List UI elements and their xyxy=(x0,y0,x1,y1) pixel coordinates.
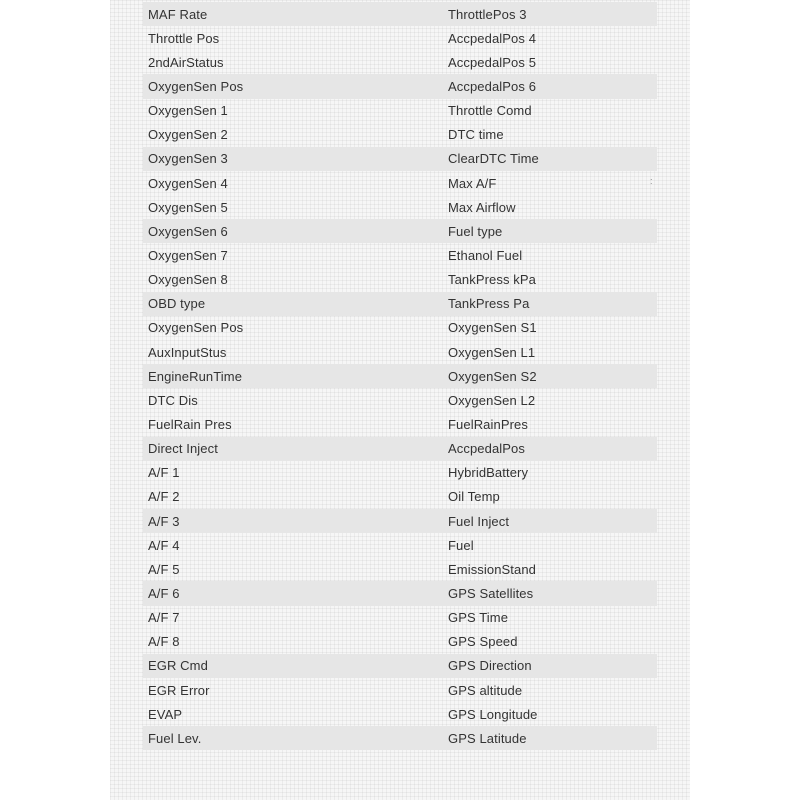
table-row xyxy=(143,364,657,388)
table-row xyxy=(143,412,657,436)
parameter-left-cell: OxygenSen Pos xyxy=(148,78,244,94)
parameter-left-cell: EGR Cmd xyxy=(148,658,208,674)
parameter-right-cell: OxygenSen L2 xyxy=(448,392,536,408)
table-row xyxy=(143,437,657,461)
parameter-right-cell: GPS Speed xyxy=(448,634,518,650)
parameter-right-cell: OxygenSen S2 xyxy=(448,368,537,384)
parameter-right-cell: Fuel type xyxy=(448,223,503,239)
parameter-left-cell: OxygenSen 7 xyxy=(148,247,228,263)
table-row xyxy=(143,26,657,50)
table-row xyxy=(143,195,657,219)
parameter-left-cell: EVAP xyxy=(148,706,183,722)
table-row xyxy=(143,243,657,267)
parameter-right-cell: Max A/F xyxy=(448,175,497,191)
table-row xyxy=(143,630,657,654)
parameter-table xyxy=(143,2,657,750)
parameter-left-cell: EGR Error xyxy=(148,682,210,698)
parameter-left-cell: OxygenSen 2 xyxy=(148,127,228,143)
stray-mark: : xyxy=(650,176,653,186)
parameter-left-cell: A/F 3 xyxy=(148,513,180,529)
parameter-left-cell: OxygenSen 1 xyxy=(148,103,228,119)
table-row xyxy=(143,461,657,485)
parameter-right-cell: FuelRainPres xyxy=(448,416,528,432)
table-row xyxy=(143,219,657,243)
parameter-left-cell: OxygenSen Pos xyxy=(148,320,244,336)
parameter-left-cell: 2ndAirStatus xyxy=(148,54,224,70)
table-row xyxy=(143,340,657,364)
parameter-left-cell: OxygenSen 5 xyxy=(148,199,228,215)
parameter-left-cell: OxygenSen 3 xyxy=(148,151,228,167)
parameter-left-cell: A/F 4 xyxy=(148,537,180,553)
table-row xyxy=(143,678,657,702)
parameter-right-cell: GPS altitude xyxy=(448,682,523,698)
parameter-left-cell: FuelRain Pres xyxy=(148,416,232,432)
parameter-left-cell: Throttle Pos xyxy=(148,30,220,46)
parameter-right-cell: AccpedalPos 6 xyxy=(448,78,537,94)
parameter-right-cell: AccpedalPos 4 xyxy=(448,30,537,46)
parameter-right-cell: GPS Direction xyxy=(448,658,532,674)
parameter-left-cell: Fuel Lev. xyxy=(148,730,202,746)
parameter-right-cell: ClearDTC Time xyxy=(448,151,539,167)
parameter-right-cell: Ethanol Fuel xyxy=(448,247,523,263)
table-row xyxy=(143,581,657,605)
parameter-right-cell: ThrottlePos 3 xyxy=(448,6,527,22)
table-row xyxy=(143,171,657,195)
parameter-right-cell: AccpedalPos xyxy=(448,441,525,457)
table-row xyxy=(143,702,657,726)
table-row xyxy=(143,123,657,147)
parameter-left-cell: OxygenSen 6 xyxy=(148,223,228,239)
parameter-left-cell: A/F 6 xyxy=(148,585,180,601)
table-row xyxy=(143,99,657,123)
table-row xyxy=(143,74,657,98)
parameter-right-cell: Throttle Comd xyxy=(448,103,532,119)
parameter-right-cell: Fuel xyxy=(448,537,474,553)
table-row xyxy=(143,268,657,292)
parameter-left-cell: OxygenSen 8 xyxy=(148,272,228,288)
parameter-left-cell: Direct Inject xyxy=(148,441,218,457)
parameter-right-cell: HybridBattery xyxy=(448,465,529,481)
parameter-right-cell: AccpedalPos 5 xyxy=(448,54,537,70)
table-row xyxy=(143,509,657,533)
table-row xyxy=(143,557,657,581)
parameter-left-cell: OBD type xyxy=(148,296,206,312)
table-row xyxy=(143,292,657,316)
parameter-left-cell: A/F 8 xyxy=(148,634,180,650)
parameter-right-cell: Fuel Inject xyxy=(448,513,510,529)
parameter-right-cell: TankPress kPa xyxy=(448,272,537,288)
parameter-right-cell: DTC time xyxy=(448,127,504,143)
parameter-left-cell: MAF Rate xyxy=(148,6,208,22)
parameter-left-cell: DTC Dis xyxy=(148,392,198,408)
table-row xyxy=(143,2,657,26)
table-row xyxy=(143,726,657,750)
parameter-right-cell: GPS Time xyxy=(448,610,509,626)
parameter-right-cell: TankPress Pa xyxy=(448,296,530,312)
parameter-right-cell: GPS Satellites xyxy=(448,585,534,601)
parameter-left-cell: A/F 5 xyxy=(148,561,180,577)
table-row xyxy=(143,606,657,630)
parameter-right-cell: GPS Latitude xyxy=(448,730,527,746)
parameter-right-cell: OxygenSen S1 xyxy=(448,320,537,336)
parameter-right-cell: EmissionStand xyxy=(448,561,537,577)
table-row xyxy=(143,147,657,171)
parameter-right-cell: Oil Temp xyxy=(448,489,500,505)
parameter-left-cell: AuxInputStus xyxy=(148,344,227,360)
parameter-left-cell: A/F 7 xyxy=(148,610,180,626)
table-row xyxy=(143,485,657,509)
parameter-left-cell: OxygenSen 4 xyxy=(148,175,228,191)
parameter-right-cell: Max Airflow xyxy=(448,199,516,215)
table-row xyxy=(143,533,657,557)
parameter-left-cell: EngineRunTime xyxy=(148,368,243,384)
parameter-right-cell: OxygenSen L1 xyxy=(448,344,536,360)
parameter-left-cell: A/F 2 xyxy=(148,489,180,505)
parameter-right-cell: GPS Longitude xyxy=(448,706,538,722)
table-row xyxy=(143,50,657,74)
table-row xyxy=(143,388,657,412)
parameter-left-cell: A/F 1 xyxy=(148,465,180,481)
table-row xyxy=(143,654,657,678)
table-row xyxy=(143,316,657,340)
